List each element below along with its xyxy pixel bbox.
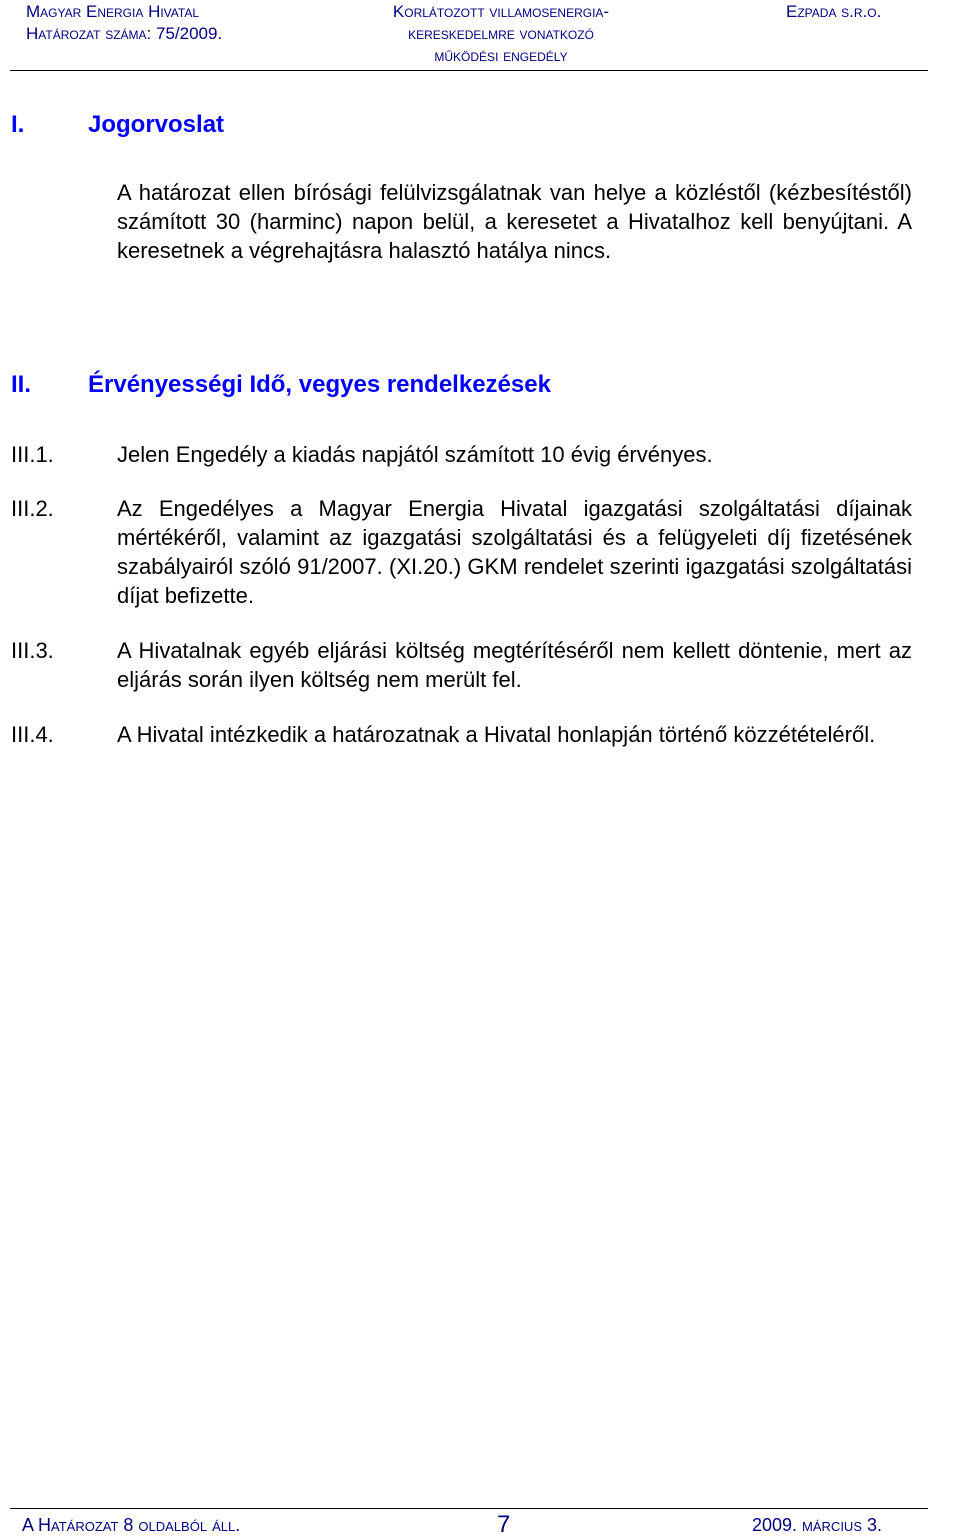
license-type-line1: Korlátozott villamosenergia- <box>392 2 610 21</box>
item-text: Jelen Engedély a kiadás napjától számított 10 évig érvényes. <box>117 442 713 467</box>
header-right <box>786 1 881 23</box>
header-divider <box>10 70 928 71</box>
item-text: A Hivatalnak egyéb eljárási költség megtérítéséről nem kellett döntenie, mert az eljárás során ilyen költség nem merült fel. <box>117 638 912 692</box>
item-text: Az Engedélyes a Magyar Energia Hivatal igazgatási szolgáltatási díjainak mértékéről, valamint az igazgatási szolgáltatási és a felügyeleti díj fizetésének szabályairól szóló 91/2007. (XI.20.) GKM rendelet szerinti igazgatási szolgáltatási díjat befizette. <box>117 496 912 608</box>
licensee-name: Ezpada s.r.o. <box>786 2 882 21</box>
item-text: A Hivatal intézkedik a határozatnak a Hivatal honlapján történő közzétételéről. <box>117 722 876 747</box>
section-1-paragraph: A határozat ellen bírósági felülvizsgálatnak van helye a közléstől (kézbesítéstől) számított 30 (harminc) napon belül, a keresetet a Hivatalhoz kell benyújtani. A keresetnek a végrehajtásra halasztó hatálya nincs. <box>117 180 912 263</box>
decision-number: Határozat száma: 75/2009. <box>26 24 223 43</box>
license-type-line3: működési engedély <box>434 46 568 65</box>
section-title-2: Érvényességi Idő, vegyes rendelkezések <box>88 371 551 398</box>
decision-date: 2009. március 3. <box>752 1515 883 1535</box>
footer-divider <box>10 1508 928 1509</box>
section-number-1: I. <box>11 111 25 138</box>
item-number: III.3. <box>11 638 54 663</box>
item-number: III.1. <box>11 442 54 467</box>
page-count-note: A Határozat 8 oldalból áll. <box>22 1515 241 1535</box>
section-title-1: Jogorvoslat <box>88 111 225 138</box>
item-number: III.4. <box>11 722 54 747</box>
header-left <box>26 1 222 45</box>
section-number-2: II. <box>11 371 32 398</box>
license-type-line2: kereskedelmre vonatkozó <box>408 24 594 43</box>
authority-name: Magyar Energia Hivatal <box>26 2 200 21</box>
item-number: III.2. <box>11 496 54 521</box>
header-center <box>341 1 661 67</box>
page-number: 7 <box>497 1511 511 1538</box>
